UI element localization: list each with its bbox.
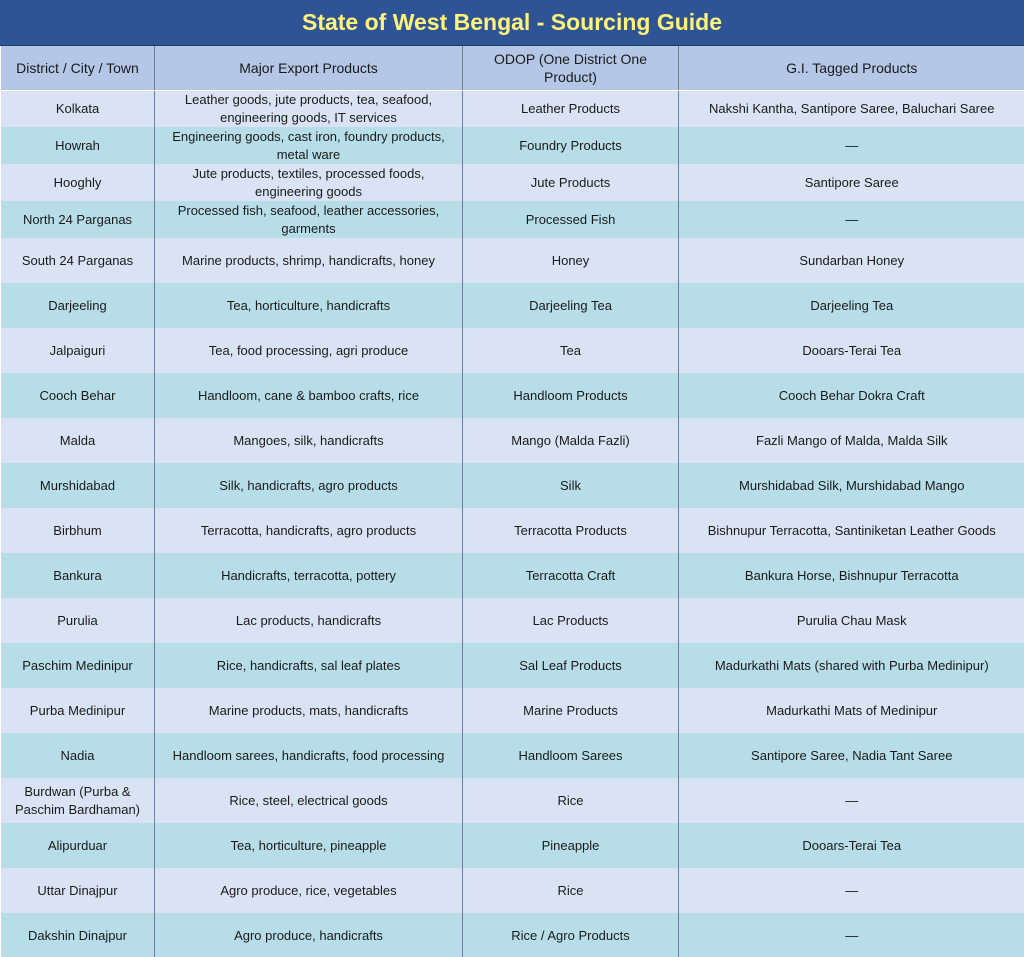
cell-exports: Agro produce, rice, vegetables xyxy=(155,868,463,913)
cell-district: Jalpaiguri xyxy=(1,328,155,373)
cell-district: Howrah xyxy=(1,127,155,164)
cell-odop: Rice / Agro Products xyxy=(463,913,679,957)
cell-gi: — xyxy=(679,778,1024,823)
cell-gi: Santipore Saree xyxy=(679,164,1024,201)
header-district: District / City / Town xyxy=(1,46,155,90)
cell-exports: Processed fish, seafood, leather accessories, garments xyxy=(155,201,463,238)
cell-district: Hooghly xyxy=(1,164,155,201)
cell-odop: Leather Products xyxy=(463,90,679,127)
table-row xyxy=(1,688,1024,733)
cell-exports: Lac products, handicrafts xyxy=(155,598,463,643)
table-row xyxy=(1,913,1024,957)
cell-gi: — xyxy=(679,868,1024,913)
cell-odop: Sal Leaf Products xyxy=(463,643,679,688)
cell-gi: Bishnupur Terracotta, Santiniketan Leather Goods xyxy=(679,508,1024,553)
table-row xyxy=(1,238,1024,283)
cell-district: Murshidabad xyxy=(1,463,155,508)
cell-odop: Tea xyxy=(463,328,679,373)
cell-district: Paschim Medinipur xyxy=(1,643,155,688)
cell-district: Kolkata xyxy=(1,90,155,127)
cell-exports: Marine products, mats, handicrafts xyxy=(155,688,463,733)
table-row xyxy=(1,127,1024,164)
cell-district: Darjeeling xyxy=(1,283,155,328)
table-row xyxy=(1,328,1024,373)
cell-district: Alipurduar xyxy=(1,823,155,868)
cell-exports: Leather goods, jute products, tea, seafood, engineering goods, IT services xyxy=(155,90,463,127)
cell-exports: Jute products, textiles, processed foods, engineering goods xyxy=(155,164,463,201)
cell-odop: Jute Products xyxy=(463,164,679,201)
cell-exports: Rice, steel, electrical goods xyxy=(155,778,463,823)
cell-district: Nadia xyxy=(1,733,155,778)
table-row xyxy=(1,598,1024,643)
table-row xyxy=(1,508,1024,553)
cell-exports: Tea, horticulture, handicrafts xyxy=(155,283,463,328)
header-odop: ODOP (One District One Product) xyxy=(463,46,679,90)
cell-odop: Foundry Products xyxy=(463,127,679,164)
cell-gi: Cooch Behar Dokra Craft xyxy=(679,373,1024,418)
cell-exports: Handloom sarees, handicrafts, food processing xyxy=(155,733,463,778)
cell-exports: Silk, handicrafts, agro products xyxy=(155,463,463,508)
cell-gi: — xyxy=(679,127,1024,164)
table-row xyxy=(1,463,1024,508)
table-row xyxy=(1,553,1024,598)
cell-gi: Murshidabad Silk, Murshidabad Mango xyxy=(679,463,1024,508)
cell-odop: Lac Products xyxy=(463,598,679,643)
cell-district: Birbhum xyxy=(1,508,155,553)
cell-gi: Madurkathi Mats (shared with Purba Medinipur) xyxy=(679,643,1024,688)
cell-odop: Handloom Sarees xyxy=(463,733,679,778)
table-row xyxy=(1,164,1024,201)
cell-district: Uttar Dinajpur xyxy=(1,868,155,913)
table-row xyxy=(1,733,1024,778)
cell-district: Burdwan (Purba & Paschim Bardhaman) xyxy=(1,778,155,823)
cell-odop: Terracotta Craft xyxy=(463,553,679,598)
table-row xyxy=(1,418,1024,463)
cell-odop: Processed Fish xyxy=(463,201,679,238)
cell-exports: Handloom, cane & bamboo crafts, rice xyxy=(155,373,463,418)
cell-exports: Tea, food processing, agri produce xyxy=(155,328,463,373)
table-body xyxy=(1,90,1024,957)
cell-gi: Dooars-Terai Tea xyxy=(679,328,1024,373)
cell-exports: Terracotta, handicrafts, agro products xyxy=(155,508,463,553)
cell-odop: Handloom Products xyxy=(463,373,679,418)
table-row xyxy=(1,823,1024,868)
cell-exports: Agro produce, handicrafts xyxy=(155,913,463,957)
cell-exports: Tea, horticulture, pineapple xyxy=(155,823,463,868)
cell-district: Bankura xyxy=(1,553,155,598)
cell-exports: Engineering goods, cast iron, foundry products, metal ware xyxy=(155,127,463,164)
cell-gi: Darjeeling Tea xyxy=(679,283,1024,328)
cell-district: Malda xyxy=(1,418,155,463)
cell-odop: Rice xyxy=(463,868,679,913)
cell-gi: Madurkathi Mats of Medinipur xyxy=(679,688,1024,733)
cell-odop: Marine Products xyxy=(463,688,679,733)
header-gi-tagged: G.I. Tagged Products xyxy=(679,46,1024,90)
cell-gi: — xyxy=(679,201,1024,238)
cell-exports: Handicrafts, terracotta, pottery xyxy=(155,553,463,598)
cell-exports: Mangoes, silk, handicrafts xyxy=(155,418,463,463)
table-row xyxy=(1,868,1024,913)
cell-odop: Rice xyxy=(463,778,679,823)
table-row xyxy=(1,778,1024,823)
cell-odop: Pineapple xyxy=(463,823,679,868)
cell-gi: Nakshi Kantha, Santipore Saree, Baluchari Saree xyxy=(679,90,1024,127)
sourcing-table xyxy=(0,46,1024,957)
cell-exports: Rice, handicrafts, sal leaf plates xyxy=(155,643,463,688)
cell-district: North 24 Parganas xyxy=(1,201,155,238)
cell-district: Cooch Behar xyxy=(1,373,155,418)
cell-district: Purba Medinipur xyxy=(1,688,155,733)
cell-district: South 24 Parganas xyxy=(1,238,155,283)
cell-gi: Bankura Horse, Bishnupur Terracotta xyxy=(679,553,1024,598)
table-row xyxy=(1,201,1024,238)
cell-gi: Purulia Chau Mask xyxy=(679,598,1024,643)
cell-gi: — xyxy=(679,913,1024,957)
cell-odop: Darjeeling Tea xyxy=(463,283,679,328)
table-row xyxy=(1,283,1024,328)
header-major-exports: Major Export Products xyxy=(155,46,463,90)
cell-district: Dakshin Dinajpur xyxy=(1,913,155,957)
sheet-title: State of West Bengal - Sourcing Guide xyxy=(0,0,1024,46)
table-row xyxy=(1,643,1024,688)
cell-gi: Dooars-Terai Tea xyxy=(679,823,1024,868)
cell-gi: Santipore Saree, Nadia Tant Saree xyxy=(679,733,1024,778)
cell-odop: Silk xyxy=(463,463,679,508)
cell-odop: Honey xyxy=(463,238,679,283)
table-row xyxy=(1,373,1024,418)
cell-district: Purulia xyxy=(1,598,155,643)
cell-odop: Terracotta Products xyxy=(463,508,679,553)
cell-gi: Fazli Mango of Malda, Malda Silk xyxy=(679,418,1024,463)
table-row xyxy=(1,90,1024,127)
cell-gi: Sundarban Honey xyxy=(679,238,1024,283)
cell-exports: Marine products, shrimp, handicrafts, honey xyxy=(155,238,463,283)
header-row xyxy=(1,46,1024,90)
cell-odop: Mango (Malda Fazli) xyxy=(463,418,679,463)
